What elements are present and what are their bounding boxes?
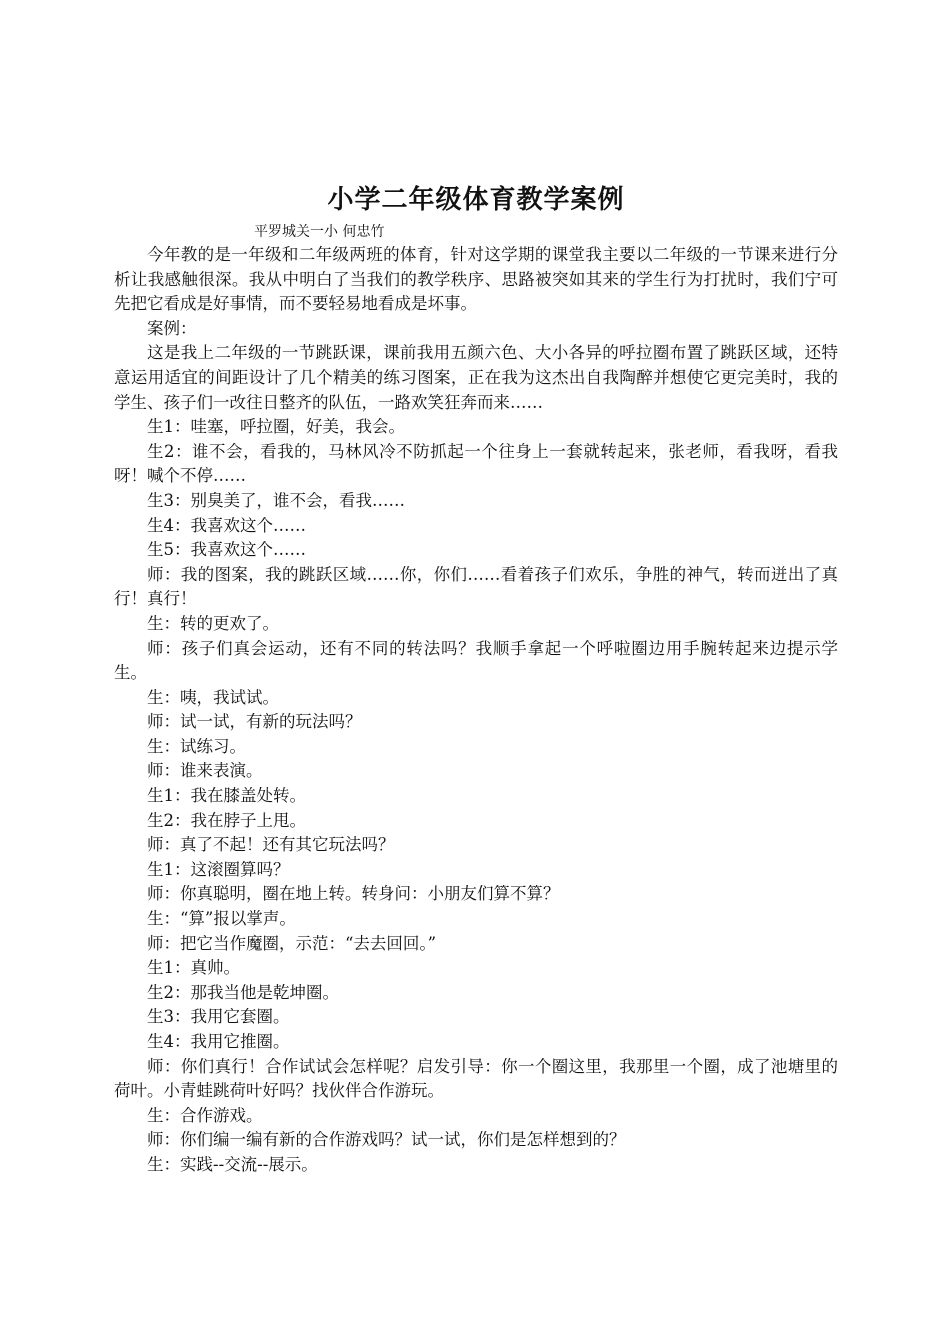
paragraph: 生2：谁不会，看我的，马林风冷不防抓起一个往身上一套就转起来，张老师，看我呀，看我呀！喊个不停…… bbox=[114, 441, 838, 486]
paragraph: 生4：我喜欢这个…… bbox=[147, 515, 306, 535]
document-page bbox=[114, 180, 838, 1178]
paragraph: 生2：那我当他是乾坤圈。 bbox=[147, 982, 339, 1002]
author-line: 平罗城关一小 何忠竹 bbox=[254, 224, 385, 240]
paragraph: 师：谁来表演。 bbox=[147, 761, 263, 781]
paragraph: 师：你们真行！合作试试会怎样呢？启发引导：你一个圈这里，我那里一个圈，成了池塘里的荷叶。小青蛙跳荷叶好吗？找伙伴合作游玩。 bbox=[114, 1056, 838, 1101]
paragraph: 师：孩子们真会运动，还有不同的转法吗？我顺手拿起一个呼啦圈边用手腕转起来边提示学生。 bbox=[114, 638, 838, 683]
paragraph: 生3：我用它套圈。 bbox=[147, 1007, 290, 1027]
paragraph: 师：你们编一编有新的合作游戏吗？试一试，你们是怎样想到的？ bbox=[147, 1130, 626, 1150]
paragraph: 生3：别臭美了，谁不会，看我…… bbox=[147, 490, 405, 510]
paragraph: 生5：我喜欢这个…… bbox=[147, 540, 306, 560]
document-title: 小学二年级体育教学案例 bbox=[327, 185, 625, 215]
paragraph: 生：实践--交流--展示。 bbox=[147, 1154, 318, 1174]
paragraph: 生1：哇塞，呼拉圈，好美，我会。 bbox=[147, 417, 405, 437]
paragraph: 生4：我用它推圈。 bbox=[147, 1032, 290, 1051]
paragraph: 这是我上二年级的一节跳跃课，课前我用五颜六色、大小各异的呼拉圈布置了跳跃区域，还特意运用适宜的间距设计了几个精美的练习图案，正在我为这杰出自我陶醉并想使它更完美时，我的学生、孩子们一改往日整齐的队伍，一路欢笑狂奔而来…… bbox=[114, 343, 838, 412]
paragraph: 生：“算”报以掌声。 bbox=[147, 909, 296, 929]
document-body bbox=[114, 243, 838, 1178]
paragraph: 生1：真帅。 bbox=[147, 958, 240, 978]
paragraph: 生：试练习。 bbox=[147, 736, 246, 756]
paragraph: 生：合作游戏。 bbox=[147, 1105, 263, 1125]
paragraph: 师：把它当作魔圈，示范：“去去回回。” bbox=[147, 933, 437, 953]
paragraph: 师：我的图案，我的跳跃区域……你，你们……看着孩子们欢乐，争胜的神气，转而迸出了真行！真行！ bbox=[114, 564, 838, 609]
paragraph: 案例： bbox=[147, 318, 197, 338]
paragraph: 生：转的更欢了。 bbox=[147, 613, 279, 633]
paragraph: 师：试一试，有新的玩法吗？ bbox=[147, 712, 362, 732]
paragraph: 师：真了不起！还有其它玩法吗？ bbox=[147, 835, 395, 855]
paragraph: 今年教的是一年级和二年级两班的体育，针对这学期的课堂我主要以二年级的一节课来进行分析让我感触很深。我从中明白了当我们的教学秩序、思路被突如其来的学生行为打扰时，我们宁可先把它看成是好事情，而不要轻易地看成是坏事。 bbox=[114, 245, 838, 314]
paragraph: 生2：我在脖子上甩。 bbox=[147, 810, 306, 830]
paragraph: 生：咦，我试试。 bbox=[147, 687, 279, 707]
paragraph: 生1：我在膝盖处转。 bbox=[147, 786, 306, 806]
paragraph: 师：你真聪明，圈在地上转。转身问：小朋友们算不算？ bbox=[147, 884, 560, 904]
paragraph: 生1：这滚圈算吗？ bbox=[147, 859, 290, 879]
